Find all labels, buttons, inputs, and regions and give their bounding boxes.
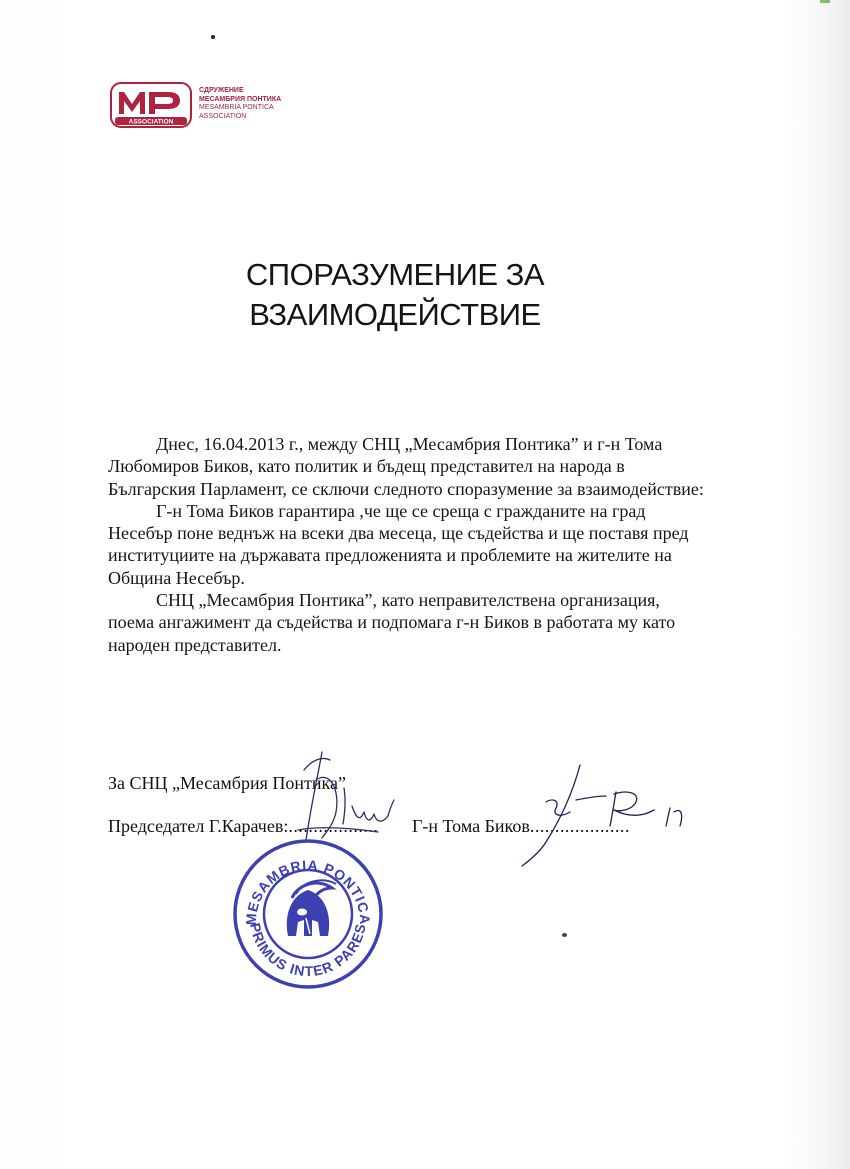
paragraph-2: Г-н Тома Биков гарантира ,че ще се среща с гражданите на град Несебър поне веднъж на всеки два месеца, ще съдейства и ще поставя пред институциите на държавата предложенията и проблемите на жителите на Община Несебър. bbox=[108, 500, 689, 588]
chair-label: Председател Г.Карачев: bbox=[108, 816, 289, 836]
scan-speck bbox=[211, 35, 215, 39]
chair-dots: .................. bbox=[288, 816, 379, 836]
logo-text bbox=[199, 87, 281, 121]
mp-logo-badge bbox=[110, 82, 192, 128]
paragraph-3: СНЦ „Месамбрия Понтика”, като неправителствена организация, поема ангажимент да съдейства и подпомага г-н Биков в работата му като народен представител. bbox=[108, 590, 676, 655]
signature-politician-line bbox=[412, 815, 630, 837]
logo-line-bg-1: СДРУЖЕНИЕ bbox=[199, 87, 244, 94]
scan-edge-mark bbox=[820, 0, 830, 3]
title-line-1: СПОРАЗУМЕНИЕ ЗА bbox=[245, 257, 545, 292]
logo-line-bg-2: МЕСАМБРИЯ ПОНТИКА bbox=[199, 95, 282, 103]
signature-chair-line bbox=[108, 815, 378, 837]
association-logo bbox=[110, 82, 310, 132]
politician-dots: .................... bbox=[529, 816, 630, 836]
signature-org-line: За СНЦ „Месамбрия Понтика” bbox=[108, 773, 346, 793]
scan-speck bbox=[562, 933, 567, 937]
politician-label: Г-н Тома Биков bbox=[412, 816, 530, 836]
helmet-icon bbox=[287, 880, 336, 936]
logo-line-en-2: ASSOCIATION bbox=[199, 112, 247, 120]
logo-line-en-1: MESAMBRIA PONTICA bbox=[199, 104, 274, 111]
stamp-bottom-text: PRIMUS INTER PARES bbox=[247, 921, 369, 980]
title-line-2: ВЗАИМОДЕЙСТВИЕ bbox=[249, 297, 541, 332]
logo-sub-label: ASSOCIATION bbox=[128, 118, 174, 126]
paragraph-1: Днес, 16.04.2013 г., между СНЦ „Месамбрия Понтика” и г-н Тома Любомиров Биков, като политик и бъдещ представител на народа в Българския Парламент, се сключи следното споразумение за взаимодействие: bbox=[108, 434, 704, 499]
document-body bbox=[108, 433, 708, 656]
stamp-top-text: MESAMBRIA PONTICA bbox=[242, 856, 374, 926]
organization-stamp bbox=[232, 838, 384, 990]
document-title bbox=[210, 255, 580, 335]
